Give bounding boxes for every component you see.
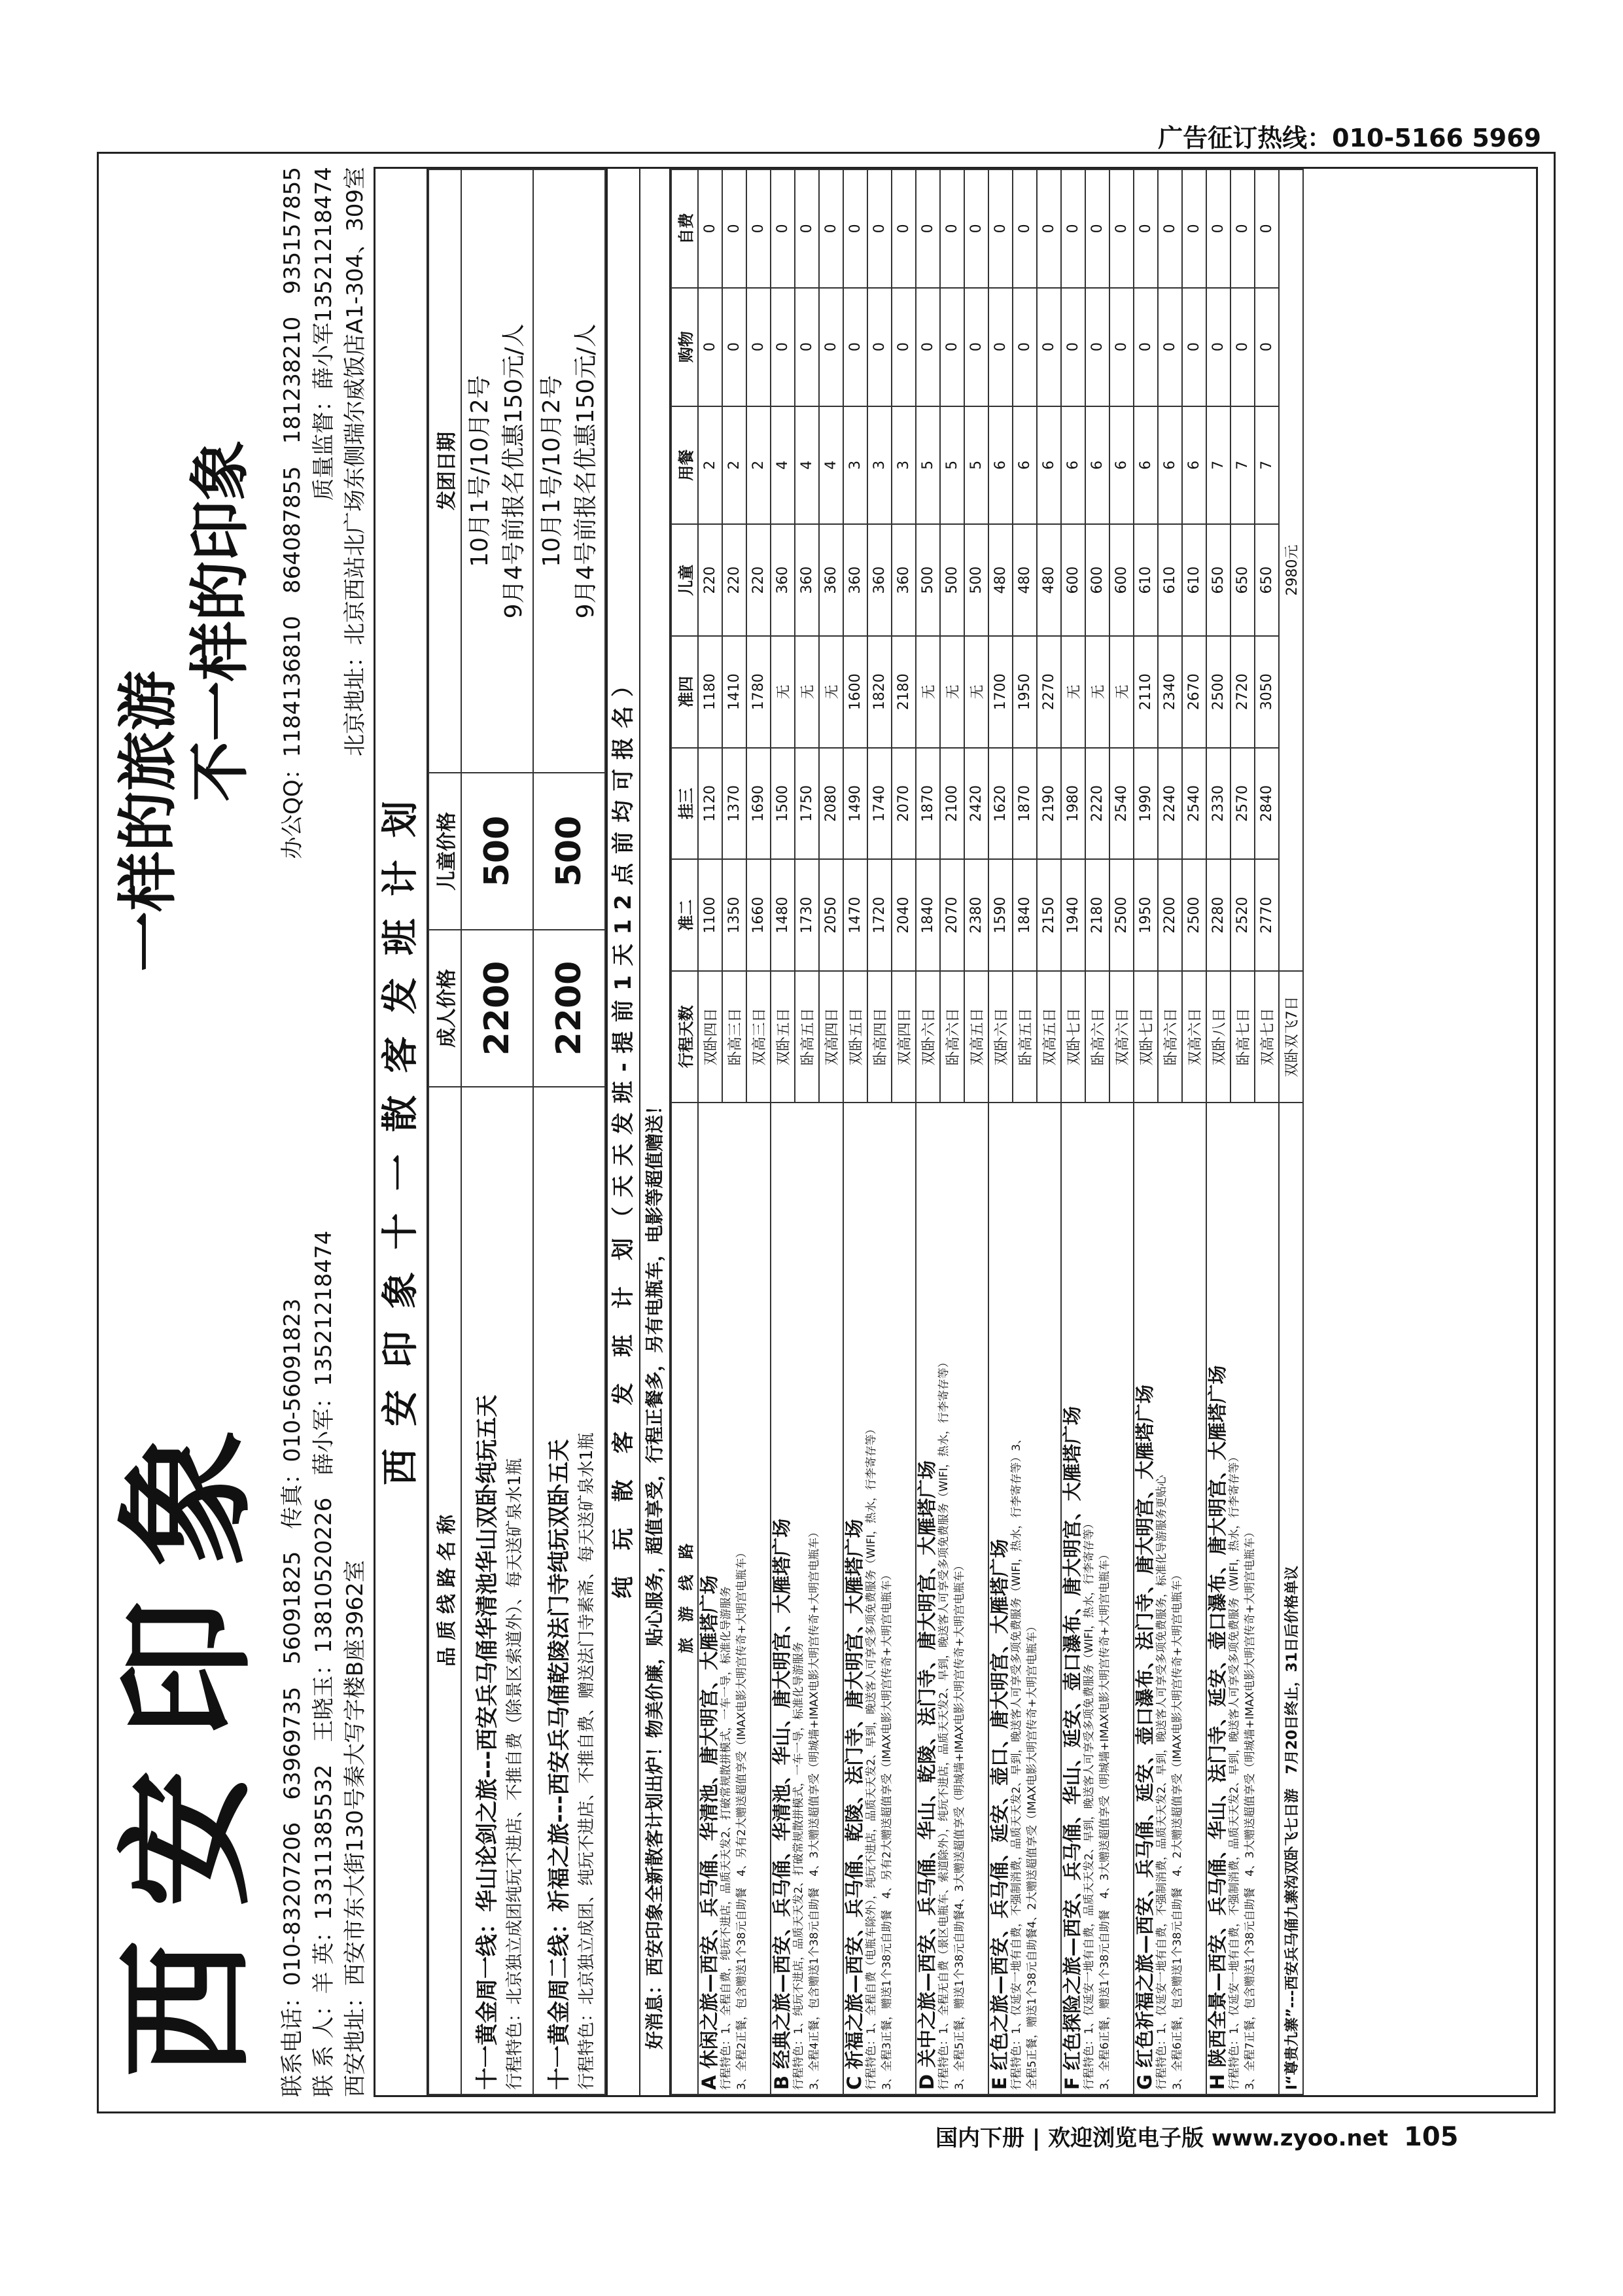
tour-cell: 无 — [916, 636, 940, 748]
dates: 10月1号/10月2号 — [538, 375, 565, 567]
tour-cell: 0 — [964, 288, 988, 406]
child-price: 500 — [461, 773, 533, 930]
tour-cell: 2340 — [1158, 636, 1182, 748]
dates: 10月1号/10月2号 — [466, 375, 493, 567]
route-name: A 休闲之旅—西安、兵马俑、华清池、唐大明宫、大雁塔广场 — [698, 1575, 720, 2090]
tour-cell: 2500 — [1109, 859, 1134, 971]
tour-plan — [374, 167, 1538, 2097]
tour-cell: 360 — [843, 524, 867, 636]
table-row — [1279, 169, 1303, 2094]
route-name: E 红色之旅—西安、兵马俑、延安、壶口、唐大明宫、大雁塔广场 — [988, 1539, 1011, 2090]
tour-cell: 卧高六日 — [940, 971, 964, 1103]
child-price: 500 — [533, 773, 605, 930]
route-cell — [771, 1103, 843, 2094]
tour-cell: 0 — [746, 169, 771, 288]
tour-cell: 2270 — [1037, 636, 1061, 748]
tour-cell: 5 — [940, 406, 964, 525]
rotated-content — [99, 154, 1552, 2110]
tour-cell: 6 — [1061, 406, 1085, 525]
tour-cell: 1350 — [722, 859, 746, 971]
route-feature: 3、全程6正餐，赠送1个38元自助餐 4、3大赠送超值享受（明城墙+IMAX电影大明宫传奇+大明宫电瓶车） — [1098, 1548, 1111, 2090]
table-row — [988, 169, 1013, 2094]
tour-cell: 1690 — [746, 748, 771, 860]
tour-cell: 0 — [722, 169, 746, 288]
tour-cell: 无 — [1061, 636, 1085, 748]
tour-cell: 双卧七日 — [1061, 971, 1085, 1103]
tour-cell: 600 — [1061, 524, 1085, 636]
col-twin: 准二 — [671, 859, 698, 971]
table-header — [428, 169, 461, 2094]
route-cell — [1061, 1103, 1134, 2094]
contact-phone: 联系电话：010-83207206 63969735 56091825 传真：010-56091823 — [279, 1298, 305, 2097]
tour-cell: 无 — [795, 636, 819, 748]
tour-cell: 0 — [1255, 169, 1279, 288]
tour-body — [698, 169, 1303, 2094]
tour-cell: 双高六日 — [1182, 971, 1206, 1103]
tour-cell: 220 — [746, 524, 771, 636]
tour-cell: 1660 — [746, 859, 771, 971]
tour-cell: 480 — [1013, 524, 1037, 636]
route-feature: 行程特色：1、仅延安一地有自费，品质天天发2、早到，晚送客人可享受多项免费服务（WIFI，热水，行李寄存等） — [1083, 1517, 1096, 2090]
tour-cell: 360 — [795, 524, 819, 636]
tour-cell: 360 — [892, 524, 916, 636]
tour-cell: 1740 — [867, 748, 892, 860]
discount: 9月4号前报名优惠150元/人 — [572, 323, 599, 619]
tour-cell: 0 — [988, 288, 1013, 406]
tour-cell: 0 — [892, 169, 916, 288]
tour-cell: 0 — [1085, 288, 1109, 406]
tour-cell: 0 — [940, 169, 964, 288]
tour-cell: 1870 — [916, 748, 940, 860]
tour-cell: 双卧四日 — [698, 971, 722, 1103]
tour-cell: 4 — [819, 406, 843, 525]
tour-cell: 0 — [771, 288, 795, 406]
tour-cell: 0 — [1037, 288, 1061, 406]
tour-cell: 480 — [988, 524, 1013, 636]
tour-cell: 0 — [1061, 169, 1085, 288]
tour-cell: 1480 — [771, 859, 795, 971]
tour-cell: 6 — [1085, 406, 1109, 525]
route-name: C 祈福之旅—西安、兵马俑、乾陵、法门寺、唐大明宫、大雁塔广场 — [843, 1519, 865, 2090]
tour-cell: 1700 — [988, 636, 1013, 748]
tour-cell: 4 — [771, 406, 795, 525]
route-feature: 3、全程7正餐，包含赠送1个38元自助餐 4、3大赠送超值享受（明城墙+IMAX电影大明宫传奇+大明宫电瓶车） — [1244, 1526, 1257, 2090]
tour-cell: 0 — [1061, 288, 1085, 406]
tour-cell: 0 — [1230, 169, 1255, 288]
tour-cell: 500 — [916, 524, 940, 636]
plan-title: 西安印象十一散客发班计划 — [375, 169, 428, 2095]
tour-cell: 0 — [698, 288, 722, 406]
tour-cell: 0 — [771, 169, 795, 288]
tour-cell: 双卧五日 — [843, 971, 867, 1103]
ad-hotline: 广告征订热线：010-5166 5969 — [1158, 124, 1541, 152]
beijing-address: 北京地址：北京西站北广场东侧瑞尔威饭店A1-304、309室 — [342, 167, 368, 756]
tour-cell: 1950 — [1134, 859, 1158, 971]
tour-cell: 2670 — [1182, 636, 1206, 748]
route-feature: 3、全程2正餐，包含赠送1个38元自助餐 4、另有2大赠送超值享受（IMAX电影大明宫传奇+大明宫电瓶车） — [735, 1547, 748, 2090]
tour-cell: 双高七日 — [1255, 971, 1279, 1103]
tour-cell: 1720 — [867, 859, 892, 971]
tour-table — [671, 169, 1304, 2095]
tour-cell: 0 — [843, 288, 867, 406]
quality-supervisor: 质量监督：薛小军13521218474 — [311, 167, 337, 501]
tour-cell: 0 — [1013, 169, 1037, 288]
table-row — [1061, 169, 1085, 2094]
tour-cell: 2190 — [1037, 748, 1061, 860]
col-adult: 成人价格 — [428, 930, 461, 1087]
tour-cell: 6 — [1109, 406, 1134, 525]
tour-cell: 0 — [867, 169, 892, 288]
tour-cell: 220 — [698, 524, 722, 636]
contact-row — [277, 167, 308, 2097]
fixed-departure-table — [428, 169, 606, 2095]
route-cell — [916, 1103, 988, 2094]
tour-cell: 双卧五日 — [771, 971, 795, 1103]
table-row — [1134, 169, 1158, 2094]
tour-cell: 0 — [698, 169, 722, 288]
route-cell — [1134, 1103, 1206, 2094]
tour-cell: 双高三日 — [746, 971, 771, 1103]
ad-frame — [97, 152, 1556, 2113]
tour-cell: 610 — [1134, 524, 1158, 636]
tour-cell: 6 — [1158, 406, 1182, 525]
route-feature: 3、全程5正餐，赠送1个38元自助餐4、3大赠送超值享受（明城墙+IMAX电影大明宫传奇+大明宫电瓶车） — [953, 1559, 966, 2090]
tour-cell: 1750 — [795, 748, 819, 860]
tour-cell: 1470 — [843, 859, 867, 971]
tour-cell: 双卧七日 — [1134, 971, 1158, 1103]
date-cell — [461, 169, 533, 773]
contact-row — [308, 167, 340, 2097]
tour-cell: 无 — [819, 636, 843, 748]
adult-price: 2200 — [461, 930, 533, 1087]
tour-cell: 2540 — [1109, 748, 1134, 860]
tour-cell: 2070 — [940, 859, 964, 971]
tour-cell: 0 — [1158, 169, 1182, 288]
tour-cell: 双高六日 — [1109, 971, 1134, 1103]
tour-cell: 480 — [1037, 524, 1061, 636]
tour-cell: 0 — [722, 288, 746, 406]
route-feature: 3、全程3正餐，赠送1个38元自助餐 4、另有2大赠送超值享受（IMAX电影大明宫传奇+大明宫电瓶车） — [881, 1569, 894, 2090]
tour-cell: 7 — [1255, 406, 1279, 525]
tour-cell: 5 — [964, 406, 988, 525]
tour-cell: 0 — [916, 169, 940, 288]
table-row — [698, 169, 722, 2094]
tour-cell: 2280 — [1206, 859, 1230, 971]
slogan-line-2: 不一样的印象 — [184, 440, 255, 802]
tour-cell: 无 — [1085, 636, 1109, 748]
tour-cell: 0 — [1206, 169, 1230, 288]
tour-cell: 1120 — [698, 748, 722, 860]
route-feature: 行程特色：1、全程自费，纯玩不进店，品质天天发2、打破常规散拼模式，一车一导，标准化导游服务 — [720, 1586, 733, 2090]
tour-cell: 1940 — [1061, 859, 1085, 971]
route-feature: 行程特色：1、仅延安一地有自费，不强制消费，品质天天发2、早到，晚送客人可享受多项免费服务，标准化导游服务更贴心 — [1155, 1475, 1168, 2090]
tour-cell: 0 — [1206, 288, 1230, 406]
tour-cell: 2110 — [1134, 636, 1158, 748]
tour-cell: 1600 — [843, 636, 867, 748]
col-child: 儿童价格 — [428, 773, 461, 930]
tour-cell: 3 — [892, 406, 916, 525]
route-cell — [461, 1087, 533, 2094]
tour-cell: 2180 — [892, 636, 916, 748]
footer-text: 国内下册 | 欢迎浏览电子版 www.zyoo.net — [935, 2125, 1389, 2151]
tour-cell: 2220 — [1085, 748, 1109, 860]
col-days: 行程天数 — [671, 971, 698, 1103]
tour-cell: 0 — [1134, 169, 1158, 288]
route-name: F 红色探险之旅—西安、兵马俑、华山、延安、壶口瀑布、唐大明宫、大雁塔广场 — [1061, 1406, 1083, 2090]
brand-title: 西安印象 — [106, 1396, 268, 2077]
tour-cell: 2330 — [1206, 748, 1230, 860]
good-news: 好消息：西安印象全新散客计划出炉！物美价廉，贴心服务，超值享受，行程正餐多，另有电瓶车，电影等超值赠送！ — [640, 169, 671, 2095]
tour-cell: 2100 — [940, 748, 964, 860]
tour-cell: 1950 — [1013, 636, 1037, 748]
tour-cell: 2050 — [819, 859, 843, 971]
contact-qq: 办公QQ：1184136810 864087855 181238210 935157855 — [279, 167, 305, 859]
tour-cell: 2420 — [964, 748, 988, 860]
route-cell — [843, 1103, 916, 2094]
tour-cell: 6 — [1037, 406, 1061, 525]
route-feature: 3、全程4正餐，包含赠送1个38元自助餐 4、3大赠送超值享受（明城墙+IMAX电影大明宫传奇+大明宫电瓶车） — [808, 1526, 821, 2090]
tour-cell: 1730 — [795, 859, 819, 971]
tour-cell: 0 — [1158, 288, 1182, 406]
tour-cell: 2570 — [1230, 748, 1255, 860]
route-feature: 3、全程6正餐，包含赠送1个38元自助餐 4、2大赠送超值享受（IMAX电影大明宫传奇+大明宫电瓶车） — [1171, 1569, 1184, 2090]
route-features: 行程特色：北京独立成团、纯玩不进店、不推自费、赠送法门寺素斋、每天送矿泉水1瓶 — [577, 1432, 597, 2090]
tour-cell: 0 — [1255, 288, 1279, 406]
tour-cell: 1490 — [843, 748, 867, 860]
tour-cell: 0 — [940, 288, 964, 406]
tour-cell: 610 — [1182, 524, 1206, 636]
tour-cell: 0 — [916, 288, 940, 406]
col-shopping: 购物 — [671, 288, 698, 406]
tour-cell: 2 — [698, 406, 722, 525]
final-route-name: I“尊贵九寨”---西安兵马俑九寨沟双卧飞七日游 7月20日终止，31日后价格单议 — [1279, 1103, 1303, 2094]
route-cell — [533, 1087, 605, 2094]
tour-cell: 2150 — [1037, 859, 1061, 971]
tour-cell: 2520 — [1230, 859, 1255, 971]
tour-cell: 1990 — [1134, 748, 1158, 860]
col-child: 儿童 — [671, 524, 698, 636]
adult-price: 2200 — [533, 930, 605, 1087]
tour-cell: 双卧八日 — [1206, 971, 1230, 1103]
route-features: 行程特色：北京独立成团纯玩不进店、不推自费（除景区索道外）、每天送矿泉水1瓶 — [505, 1458, 525, 2090]
col-meals: 用餐 — [671, 406, 698, 525]
tour-cell: 2 — [722, 406, 746, 525]
col-route-name: 品 质 线 路 名 称 — [428, 1087, 461, 2094]
tour-cell: 0 — [843, 169, 867, 288]
tour-cell: 0 — [746, 288, 771, 406]
tour-cell: 1840 — [916, 859, 940, 971]
tour-cell: 2770 — [1255, 859, 1279, 971]
tour-cell: 0 — [1134, 288, 1158, 406]
tour-cell: 1410 — [722, 636, 746, 748]
tour-cell: 0 — [1182, 169, 1206, 288]
tour-cell: 2070 — [892, 748, 916, 860]
route-name: H 陕西全景—西安、兵马俑、华山、法门寺、延安、壶口瀑布、唐大明宫、大雁塔广场 — [1206, 1365, 1229, 2090]
tour-cell: 卧高五日 — [795, 971, 819, 1103]
tour-cell: 1780 — [746, 636, 771, 748]
slogan-line-1: 一样的旅游 — [113, 670, 183, 972]
tour-cell: 2840 — [1255, 748, 1279, 860]
tour-cell: 0 — [819, 288, 843, 406]
col-triple: 挂三 — [671, 748, 698, 860]
tour-cell: 卧高五日 — [1013, 971, 1037, 1103]
route-name: 十一黄金周一线：华山论剑之旅---西安兵马俑华清池华山双卧纯玩五天 — [474, 1394, 500, 2090]
tour-cell: 双高四日 — [819, 971, 843, 1103]
route-cell — [988, 1103, 1061, 2094]
tour-cell: 无 — [1109, 636, 1134, 748]
route-feature: 行程特色：1、仅延安一地有自费，不强制消费，品质天天发2、早到，晚送客人可享受多项免费服务（WIFI，热水，行李寄存等） — [1228, 1451, 1241, 2090]
tour-cell: 360 — [819, 524, 843, 636]
tour-cell: 0 — [867, 288, 892, 406]
route-feature: 行程特色：1、仅延安一地有自费，不强制消费，品质天天发2、早到，晚送客人可享受多项免费服务（WIFI，热水，行李寄存等）3、 — [1010, 1432, 1023, 2090]
tour-cell: 360 — [771, 524, 795, 636]
tour-cell: 2240 — [1158, 748, 1182, 860]
tour-cell: 0 — [1109, 169, 1134, 288]
tour-cell: 360 — [867, 524, 892, 636]
date-cell — [533, 169, 605, 773]
tour-cell: 7 — [1230, 406, 1255, 525]
tour-cell: 0 — [964, 169, 988, 288]
table-row — [461, 169, 533, 2094]
tour-cell: 6 — [1134, 406, 1158, 525]
contact-row — [340, 167, 371, 2097]
tour-cell: 0 — [892, 288, 916, 406]
tour-cell: 卧高六日 — [1158, 971, 1182, 1103]
table-row — [1206, 169, 1230, 2094]
tour-cell: 2080 — [819, 748, 843, 860]
tour-cell: 2500 — [1182, 859, 1206, 971]
route-feature: 行程特色：1、全程自费（电瓶车除外），纯玩不进店，品质天天发2、早到，晚送客人可享受多项免费服务（WIFI，热水，行李寄存等） — [865, 1423, 878, 2090]
tour-cell: 3 — [843, 406, 867, 525]
route-name: 十一黄金周二线：祈福之旅---西安兵马俑乾陵法门寺纯玩双卧五天 — [546, 1439, 572, 2090]
contact-persons: 联 系 人：羊 英：13311385532 王晓玉：13810520226 薛小军：13521218474 — [311, 1230, 337, 2097]
tour-cell: 2200 — [1158, 859, 1182, 971]
tour-cell: 3050 — [1255, 636, 1279, 748]
tour-cell: 0 — [1109, 288, 1134, 406]
tour-cell: 6 — [1013, 406, 1037, 525]
col-quad: 准四 — [671, 636, 698, 748]
tour-cell: 0 — [1037, 169, 1061, 288]
tour-cell: 1590 — [988, 859, 1013, 971]
tour-cell: 双卧六日 — [988, 971, 1013, 1103]
table-row — [533, 169, 605, 2094]
tour-cell: 4 — [795, 406, 819, 525]
tour-cell: 1870 — [1013, 748, 1037, 860]
tour-cell: 650 — [1230, 524, 1255, 636]
tour-cell: 2380 — [964, 859, 988, 971]
tour-cell: 6 — [1182, 406, 1206, 525]
tour-cell: 1840 — [1013, 859, 1037, 971]
tour-cell: 无 — [771, 636, 795, 748]
tour-cell: 卧高七日 — [1230, 971, 1255, 1103]
tour-cell: 2 — [746, 406, 771, 525]
tour-cell: 0 — [795, 169, 819, 288]
tour-cell: 6 — [988, 406, 1013, 525]
tour-cell: 2720 — [1230, 636, 1255, 748]
tour-cell: 卧高三日 — [722, 971, 746, 1103]
tour-cell: 610 — [1158, 524, 1182, 636]
tour-cell: 650 — [1206, 524, 1230, 636]
tour-cell: 卧高六日 — [1085, 971, 1109, 1103]
tour-cell: 无 — [964, 636, 988, 748]
table-row — [843, 169, 867, 2094]
tour-cell: 3 — [867, 406, 892, 525]
footer — [935, 2120, 1459, 2152]
tour-cell: 0 — [1085, 169, 1109, 288]
tour-cell: 1980 — [1061, 748, 1085, 860]
tour-cell: 500 — [940, 524, 964, 636]
route-name: B 经典之旅—西安、兵马俑、华清池、华山、唐大明宫、大雁塔广场 — [771, 1518, 793, 2090]
route-feature: 全程5正餐，赠送1个38元自助餐4、2大赠送超值享受（IMAX电影大明宫传奇+大明宫电瓶车） — [1026, 1620, 1039, 2090]
tour-cell: 0 — [795, 288, 819, 406]
tour-cell: 0 — [1182, 288, 1206, 406]
tour-cell: 2180 — [1085, 859, 1109, 971]
contact-block — [277, 167, 371, 2097]
tour-cell: 600 — [1085, 524, 1109, 636]
tour-cell: 1180 — [698, 636, 722, 748]
route-name: G 红色祈福之旅—西安、兵马俑、延安、壶口瀑布、法门寺、唐大明宫、大雁塔广场 — [1134, 1385, 1156, 2090]
route-feature: 行程特色：1、纯玩不进店，品质天天发2、打破常规散拼模式，一车一导，标准化导游服务 — [792, 1642, 805, 2090]
tour-cell: 双卧六日 — [916, 971, 940, 1103]
tour-cell: 1620 — [988, 748, 1013, 860]
tour-cell: 7 — [1206, 406, 1230, 525]
page-number: 105 — [1404, 2122, 1459, 2152]
slogan — [112, 186, 256, 972]
tour-cell: 500 — [964, 524, 988, 636]
table-row — [916, 169, 940, 2094]
col-date: 发团日期 — [428, 169, 461, 773]
route-cell — [698, 1103, 771, 2094]
tour-cell: 5 — [916, 406, 940, 525]
xian-address: 西安地址：西安市东大街130号秦大写字楼B座3962室 — [342, 1560, 368, 2097]
tour-cell: 600 — [1109, 524, 1134, 636]
final-route-price: 2980元 — [1279, 169, 1303, 971]
tour-cell: 650 — [1255, 524, 1279, 636]
tour-cell: 双高五日 — [964, 971, 988, 1103]
route-name: D 关中之旅—西安、兵马俑、华山、乾陵、法门寺、唐大明宫、大雁塔广场 — [916, 1460, 938, 2090]
tour-cell: 2540 — [1182, 748, 1206, 860]
tour-cell: 1100 — [698, 859, 722, 971]
tour-cell: 卧高四日 — [867, 971, 892, 1103]
route-cell — [1206, 1103, 1279, 2094]
tour-cell: 2040 — [892, 859, 916, 971]
col-own-expense: 自费 — [671, 169, 698, 288]
tour-cell: 0 — [1230, 288, 1255, 406]
tour-cell: 无 — [940, 636, 964, 748]
tour-cell: 0 — [988, 169, 1013, 288]
final-route-days: 双卧双飞7日 — [1279, 971, 1303, 1103]
tour-cell: 220 — [722, 524, 746, 636]
tour-cell: 2500 — [1206, 636, 1230, 748]
tour-cell: 双高五日 — [1037, 971, 1061, 1103]
col-route: 旅 游 线 路 — [671, 1103, 698, 2094]
tour-cell: 双高四日 — [892, 971, 916, 1103]
table-row — [771, 169, 795, 2094]
tour-cell: 1500 — [771, 748, 795, 860]
tour-cell: 0 — [1013, 288, 1037, 406]
discount: 9月4号前报名优惠150元/人 — [500, 323, 527, 619]
table-header — [671, 169, 698, 2094]
tour-cell: 0 — [819, 169, 843, 288]
route-feature: 行程特色：1、全程无自费（景区电瓶车、索道除外），纯玩不进店，品质天天发2、早到，晚送客人可享受多项免费服务（WIFI，热水，行李寄存等） — [937, 1356, 951, 2090]
tour-cell: 1820 — [867, 636, 892, 748]
tour-cell: 1370 — [722, 748, 746, 860]
pure-tour-banner: 纯 玩 散 客 发 班 计 划（天天发班-提前1天12点前均可报名） — [606, 169, 640, 2095]
